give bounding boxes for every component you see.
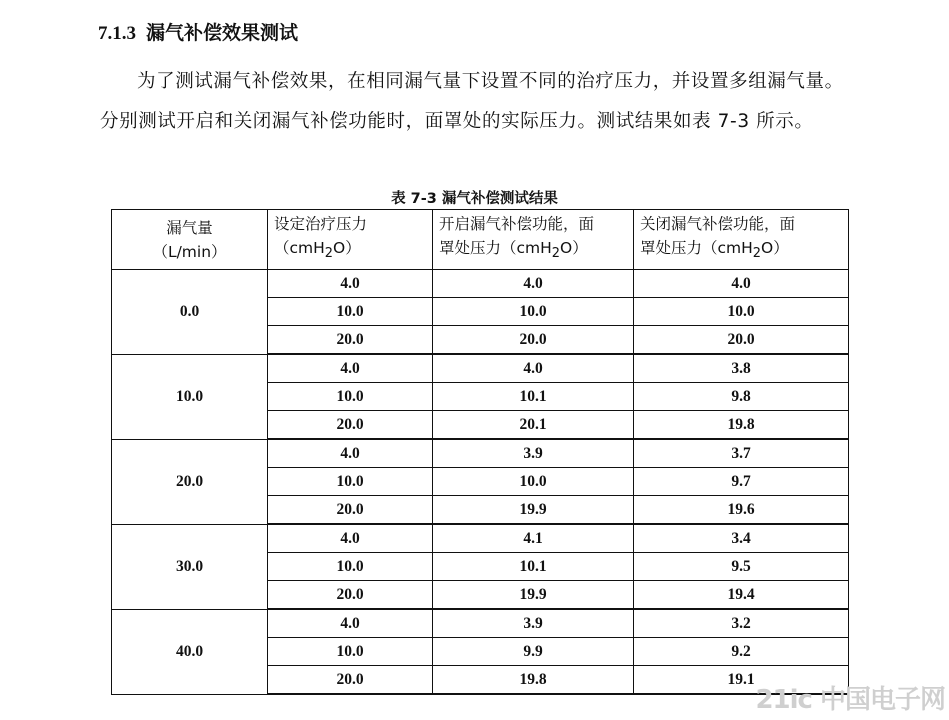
- section-title: 漏气补偿效果测试: [146, 22, 299, 44]
- header-set-line1: 设定治疗压力: [274, 215, 368, 234]
- cell-pressure-comp-on: 19.8: [433, 666, 634, 695]
- cell-set-pressure: 10.0: [268, 298, 433, 326]
- cell-pressure-comp-on: 4.0: [433, 354, 634, 383]
- cell-pressure-comp-off: 3.2: [634, 609, 849, 638]
- cell-pressure-comp-on: 4.0: [433, 270, 634, 298]
- cell-set-pressure: 20.0: [268, 411, 433, 440]
- cell-set-pressure: 4.0: [268, 439, 433, 468]
- table-caption: 表 7-3 漏气补偿测试结果: [391, 191, 558, 207]
- table-body: [112, 270, 849, 695]
- cell-pressure-comp-on: 20.0: [433, 326, 634, 355]
- cell-pressure-comp-on: 19.9: [433, 496, 634, 525]
- header-off-line1: 关闭漏气补偿功能，面: [640, 215, 796, 234]
- cell-leak-rate: 20.0: [112, 439, 268, 524]
- cell-set-pressure: 10.0: [268, 468, 433, 496]
- cell-pressure-comp-off: 3.8: [634, 354, 849, 383]
- cell-leak-rate: 10.0: [112, 354, 268, 439]
- cell-pressure-comp-off: 19.4: [634, 581, 849, 610]
- header-off-line2: 罩处压力（cmH$_2$O）: [640, 239, 789, 262]
- table-row: [112, 354, 849, 383]
- header-on-line2: 罩处压力（cmH$_2$O）: [439, 239, 588, 262]
- cell-set-pressure: 4.0: [268, 354, 433, 383]
- cell-pressure-comp-off: 3.4: [634, 524, 849, 553]
- cell-set-pressure: 20.0: [268, 326, 433, 355]
- table-row: [112, 439, 849, 468]
- cell-pressure-comp-off: 4.0: [634, 270, 849, 298]
- section-heading: [98, 18, 298, 45]
- section-number: 7.1.3: [98, 23, 136, 44]
- cell-set-pressure: 20.0: [268, 496, 433, 525]
- cell-leak-rate: 0.0: [112, 270, 268, 355]
- cell-pressure-comp-off: 9.7: [634, 468, 849, 496]
- cell-pressure-comp-on: 4.1: [433, 524, 634, 553]
- cell-set-pressure: 10.0: [268, 553, 433, 581]
- table-header-row: [112, 210, 849, 270]
- cell-pressure-comp-on: 10.1: [433, 383, 634, 411]
- header-set-unit: （cmH$_2$O）: [274, 239, 361, 262]
- header-leak-line2: （L/min）: [152, 242, 227, 261]
- cell-set-pressure: 4.0: [268, 609, 433, 638]
- header-on-line1: 开启漏气补偿功能，面: [439, 215, 595, 234]
- header-leak-line1: 漏气量: [166, 218, 213, 237]
- cell-leak-rate: 40.0: [112, 609, 268, 694]
- cell-pressure-comp-on: 20.1: [433, 411, 634, 440]
- table-row: [112, 270, 849, 298]
- cell-pressure-comp-on: 10.0: [433, 298, 634, 326]
- cell-set-pressure: 10.0: [268, 383, 433, 411]
- cell-leak-rate: 30.0: [112, 524, 268, 609]
- cell-pressure-comp-on: 9.9: [433, 638, 634, 666]
- body-paragraph: 为了测试漏气补偿效果，在相同漏气量下设置不同的治疗压力，并设置多组漏气量。分别测试开启和关闭漏气补偿功能时，面罩处的实际压力。测试结果如表 7-3 所示。: [100, 71, 844, 132]
- header-set-pressure: [268, 210, 433, 270]
- cell-set-pressure: 20.0: [268, 581, 433, 610]
- cell-pressure-comp-off: 9.2: [634, 638, 849, 666]
- cell-set-pressure: 20.0: [268, 666, 433, 695]
- cell-pressure-comp-on: 3.9: [433, 609, 634, 638]
- cell-set-pressure: 10.0: [268, 638, 433, 666]
- table-row: [112, 524, 849, 553]
- table-row: [112, 609, 849, 638]
- cell-pressure-comp-on: 3.9: [433, 439, 634, 468]
- header-leak: [112, 210, 268, 270]
- watermark-logo: 21ic 中国电子网: [755, 685, 945, 715]
- cell-set-pressure: 4.0: [268, 524, 433, 553]
- cell-pressure-comp-off: 19.1: [634, 666, 849, 695]
- header-comp-off: [634, 210, 849, 270]
- cell-pressure-comp-off: 9.8: [634, 383, 849, 411]
- cell-pressure-comp-off: 9.5: [634, 553, 849, 581]
- leak-compensation-table: [111, 209, 849, 695]
- cell-pressure-comp-off: 3.7: [634, 439, 849, 468]
- cell-set-pressure: 4.0: [268, 270, 433, 298]
- cell-pressure-comp-on: 10.1: [433, 553, 634, 581]
- cell-pressure-comp-off: 19.8: [634, 411, 849, 440]
- cell-pressure-comp-on: 19.9: [433, 581, 634, 610]
- cell-pressure-comp-off: 19.6: [634, 496, 849, 525]
- cell-pressure-comp-on: 10.0: [433, 468, 634, 496]
- cell-pressure-comp-off: 10.0: [634, 298, 849, 326]
- cell-pressure-comp-off: 20.0: [634, 326, 849, 355]
- header-comp-on: [433, 210, 634, 270]
